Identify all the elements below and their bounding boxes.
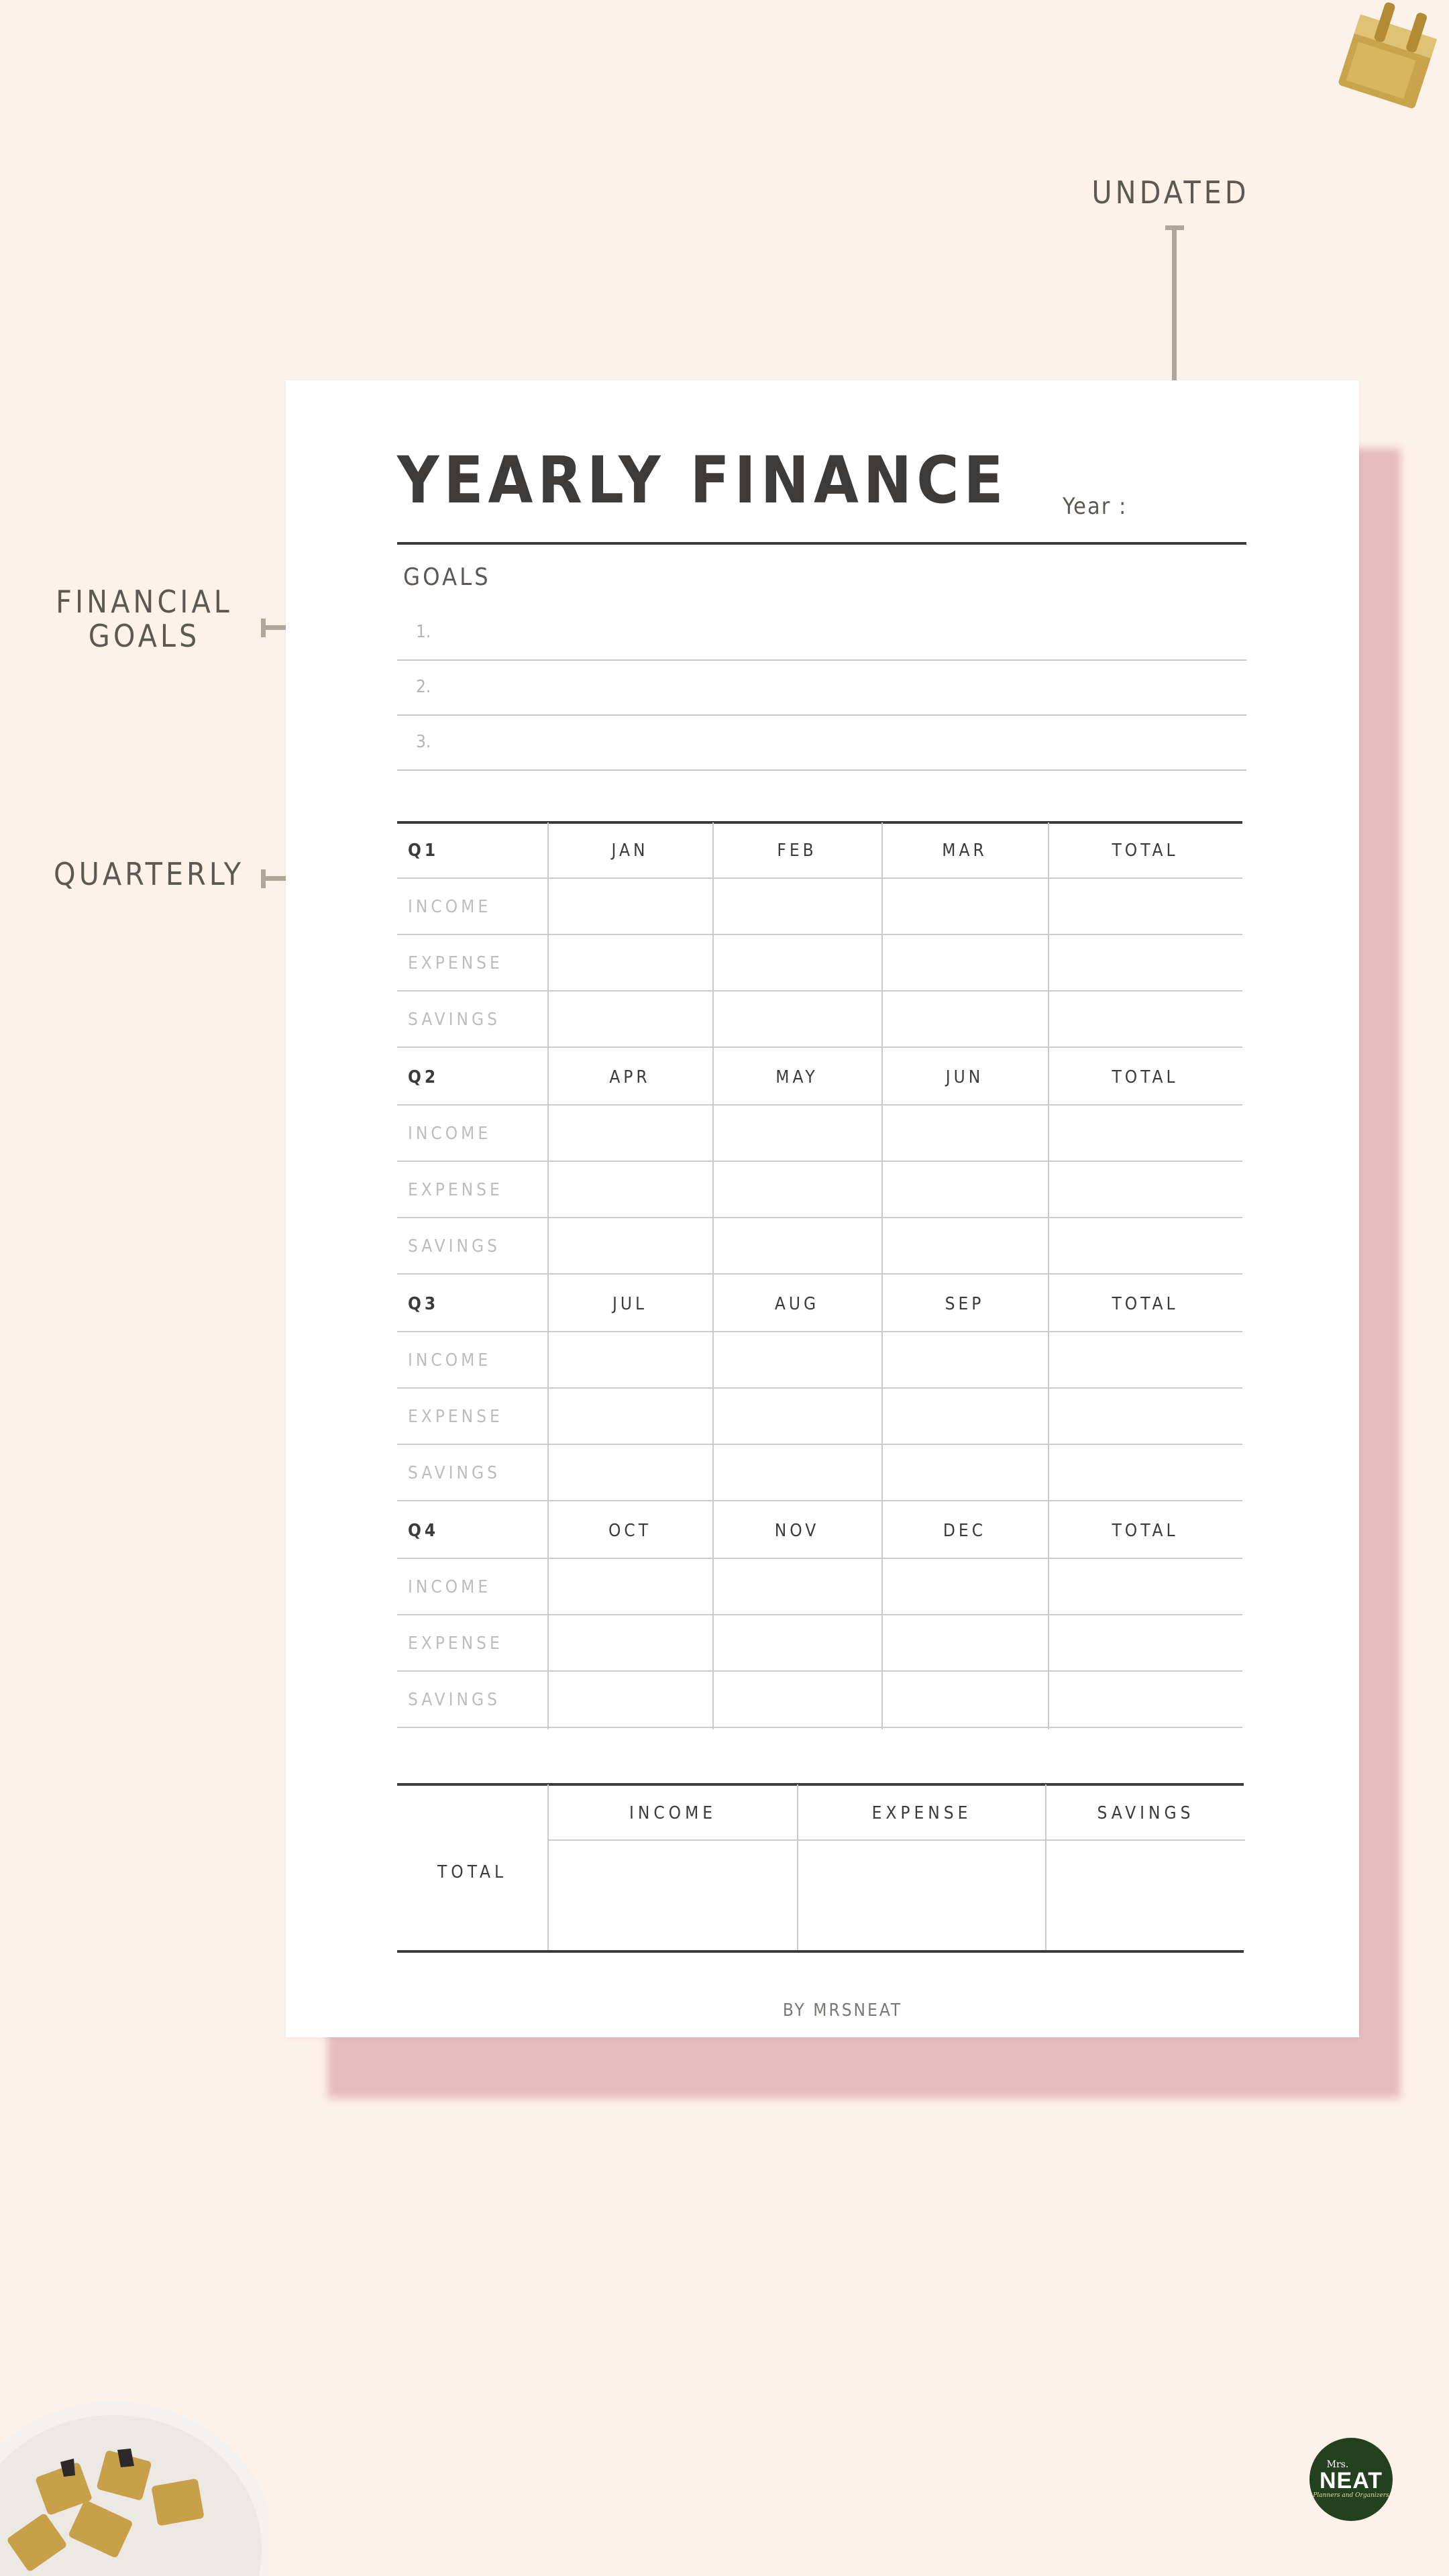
column-divider [881, 1049, 883, 1276]
column-divider [881, 1503, 883, 1729]
total-column-header: TOTAL [1112, 1067, 1179, 1087]
quarterly-table [397, 822, 1242, 1729]
quarter-data-row [397, 1445, 1242, 1501]
month-header: JUN [945, 1067, 984, 1087]
clip-bowl-decoration [0, 2395, 268, 2576]
quarter-data-row [397, 1106, 1242, 1162]
column-divider [881, 822, 883, 1049]
row-label: SAVINGS [408, 1236, 501, 1256]
summary-col-savings: SAVINGS [1097, 1803, 1195, 1823]
undated-callout-text: UNDATED [1091, 174, 1250, 211]
quarter-name: Q1 [408, 841, 439, 861]
month-header: MAR [942, 841, 987, 861]
logo-tagline: Planners and Organizers [1313, 2491, 1389, 2499]
page-title: YEARLY FINANCE [397, 443, 1008, 518]
undated-callout [1087, 176, 1254, 210]
quarter-data-row [397, 1559, 1242, 1615]
row-label: INCOME [408, 1350, 492, 1371]
row-label: EXPENSE [408, 953, 503, 973]
quarter-data-row [397, 1389, 1242, 1445]
column-divider [712, 822, 714, 1049]
summary-row-label: TOTAL [437, 1862, 507, 1882]
footer-credit: BY MRSNEAT [782, 2000, 903, 2021]
month-header: AUG [774, 1294, 820, 1314]
month-header: JAN [611, 841, 649, 861]
row-label: INCOME [408, 1577, 492, 1597]
quarterly-callout-text: QUARTERLY [54, 856, 244, 892]
month-header: SEP [945, 1294, 985, 1314]
summary-table-bottom-rule [397, 1950, 1244, 1953]
column-divider [547, 1276, 549, 1503]
year-label: Year : [1063, 493, 1128, 520]
total-column-header: TOTAL [1112, 841, 1179, 861]
quarter-data-row [397, 991, 1242, 1048]
column-divider [712, 1276, 714, 1503]
quarter-name: Q4 [408, 1521, 439, 1541]
month-header: OCT [608, 1521, 652, 1541]
row-label: INCOME [408, 1124, 492, 1144]
column-divider [712, 1503, 714, 1729]
total-column-header: TOTAL [1112, 1521, 1179, 1541]
row-label: INCOME [408, 897, 492, 917]
quarter-name: Q2 [408, 1067, 439, 1087]
row-label: SAVINGS [408, 1010, 501, 1030]
summary-col-expense: EXPENSE [871, 1803, 972, 1823]
goal-number: 1. [416, 622, 431, 642]
quarter-header-row [397, 1049, 1242, 1106]
quarter-data-row [397, 879, 1242, 935]
column-divider [1048, 1276, 1049, 1503]
quarter-data-row [397, 1672, 1242, 1728]
goal-line [397, 769, 1246, 771]
column-divider [1048, 822, 1049, 1049]
month-header: MAY [775, 1067, 818, 1087]
month-header: FEB [777, 841, 817, 861]
goal-number: 2. [416, 677, 431, 697]
quarter-block [397, 1503, 1242, 1729]
quarter-header-row [397, 1276, 1242, 1332]
column-divider [547, 1503, 549, 1729]
goal-line [397, 659, 1246, 661]
goal-line [397, 714, 1246, 716]
logo-line1: Mrs. [1326, 2459, 1349, 2470]
quarter-block [397, 822, 1242, 1049]
month-header: NOV [774, 1521, 820, 1541]
summary-table-top-rule [397, 1783, 1244, 1786]
quarter-block [397, 1049, 1242, 1276]
title-underline [397, 542, 1246, 545]
summary-col-income: INCOME [629, 1803, 717, 1823]
binder-clip-decoration [1332, 0, 1449, 134]
quarterly-callout [54, 856, 244, 892]
row-label: SAVINGS [408, 1463, 501, 1483]
column-divider [547, 1049, 549, 1276]
quarter-header-row [397, 822, 1242, 879]
column-divider [881, 1276, 883, 1503]
total-column-header: TOTAL [1112, 1294, 1179, 1314]
month-header: JUL [612, 1294, 648, 1314]
month-header: APR [609, 1067, 651, 1087]
financial-goals-callout-line1: FINANCIAL [56, 584, 233, 620]
quarter-name: Q3 [408, 1294, 439, 1314]
row-label: EXPENSE [408, 1180, 503, 1200]
row-label: EXPENSE [408, 1633, 503, 1654]
row-label: SAVINGS [408, 1690, 501, 1710]
column-divider [547, 822, 549, 1049]
row-label: EXPENSE [408, 1407, 503, 1427]
quarter-data-row [397, 1332, 1242, 1389]
column-divider [1048, 1049, 1049, 1276]
quarter-block [397, 1276, 1242, 1503]
financial-goals-callout [54, 585, 235, 653]
goal-number: 3. [416, 732, 431, 752]
goals-heading: GOALS [403, 564, 491, 591]
quarter-data-row [397, 935, 1242, 991]
brand-logo [1309, 2438, 1393, 2521]
summary-header-line [547, 1839, 1245, 1841]
quarter-data-row [397, 1615, 1242, 1672]
column-divider [1048, 1503, 1049, 1729]
quarter-header-row [397, 1503, 1242, 1559]
financial-goals-callout-line2: GOALS [88, 617, 201, 654]
column-divider [712, 1049, 714, 1276]
quarter-data-row [397, 1218, 1242, 1275]
month-header: DEC [943, 1521, 987, 1541]
logo-line2: NEAT [1319, 2467, 1383, 2493]
quarter-data-row [397, 1162, 1242, 1218]
